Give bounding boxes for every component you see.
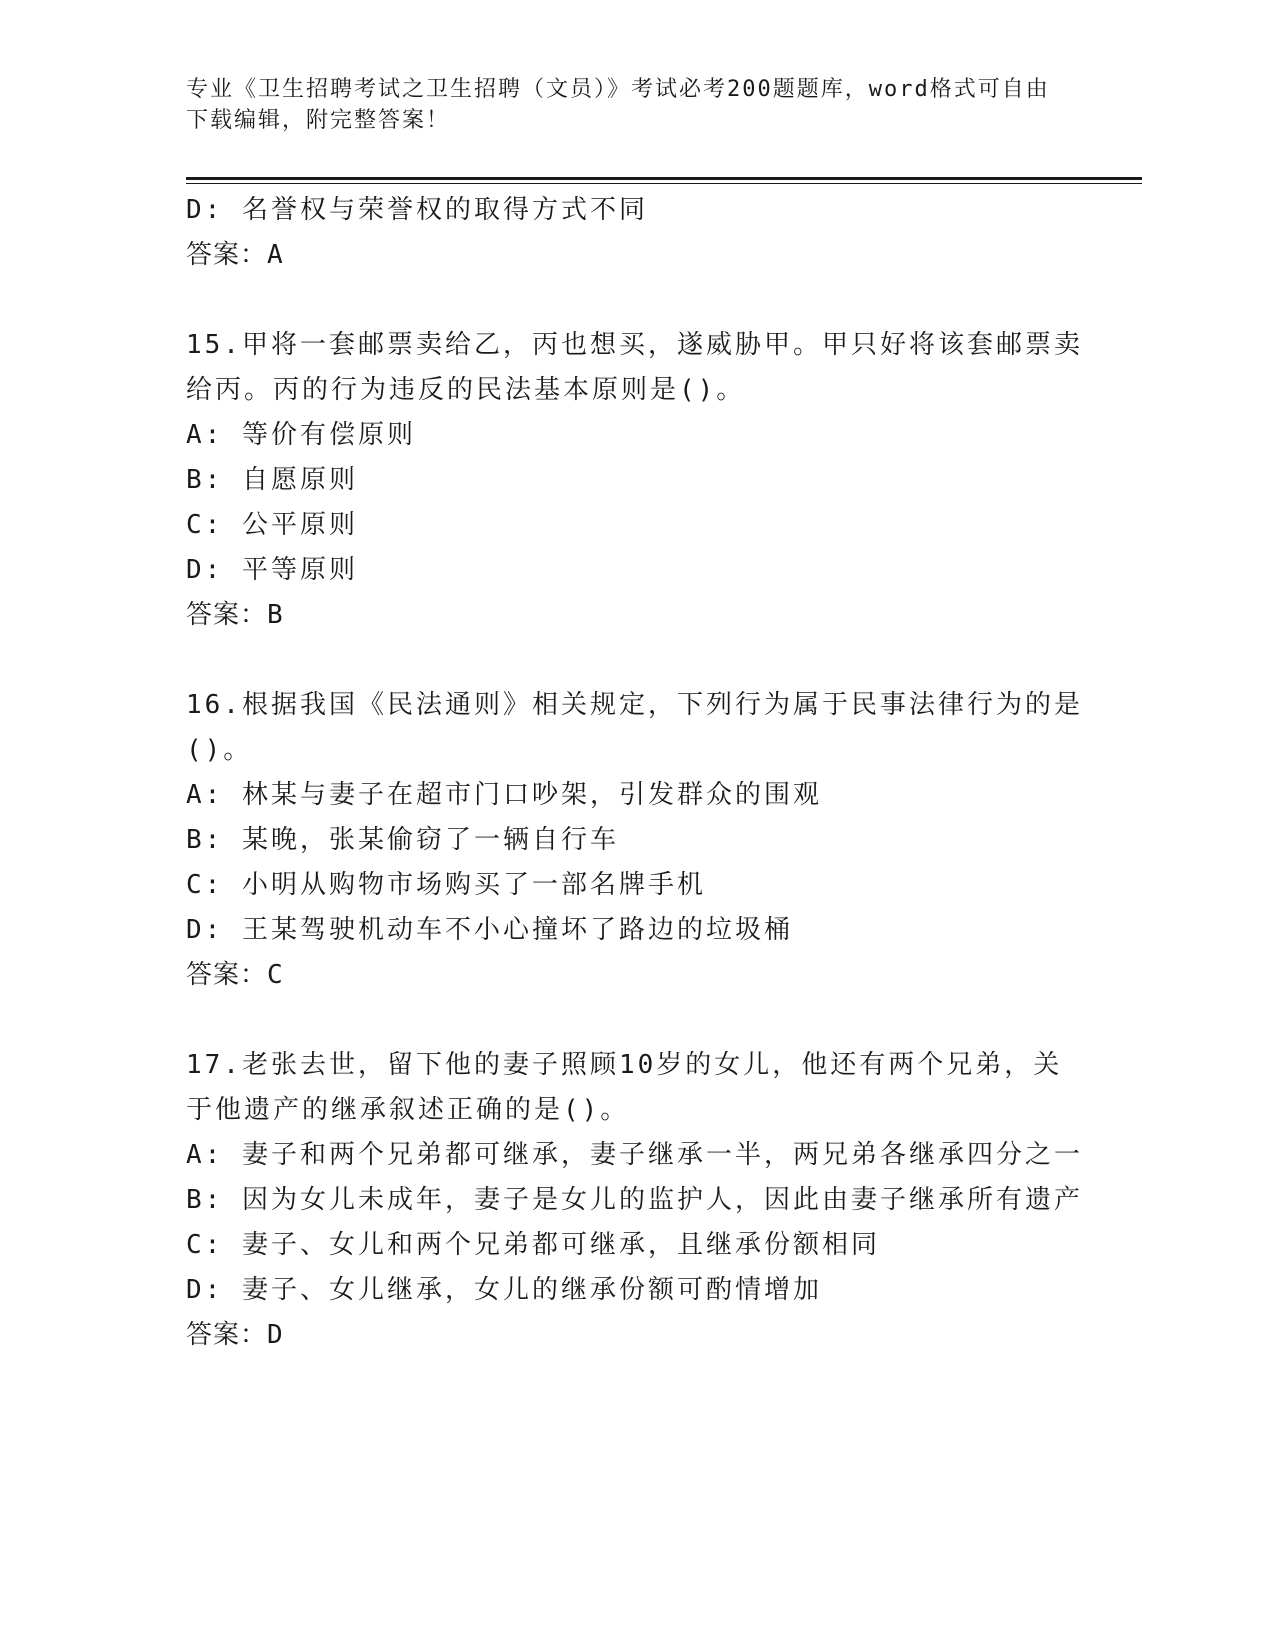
document-header: 专业《卫生招聘考试之卫生招聘（文员）》考试必考200题题库，word格式可自由下载编辑，附完整答案！ — [186, 77, 1050, 133]
prev-option-d: D: 名誉权与荣誉权的取得方式不同 — [186, 195, 648, 225]
prev-answer: 答案：A — [186, 240, 284, 270]
spacer — [186, 638, 1086, 683]
spacer — [186, 998, 1086, 1043]
question-17 — [186, 1043, 1086, 1358]
header-rule-thick — [186, 177, 1142, 180]
question-text: 17.老张去世，留下他的妻子照顾10岁的女儿，他还有两个兄弟，关于他遗产的继承叙述正确的是()。 — [186, 1050, 1063, 1125]
option-b: B: 因为女儿未成年，妻子是女儿的监护人，因此由妻子继承所有遗产 — [186, 1185, 1083, 1215]
question-content — [186, 188, 1086, 1358]
question-text: 16.根据我国《民法通则》相关规定，下列行为属于民事法律行为的是()。 — [186, 690, 1083, 765]
answer: 答案：B — [186, 600, 284, 630]
option-b: B: 某晚，张某偷窃了一辆自行车 — [186, 825, 619, 855]
option-a: A: 等价有偿原则 — [186, 420, 416, 450]
option-a: A: 妻子和两个兄弟都可继承，妻子继承一半，两兄弟各继承四分之一 — [186, 1140, 1083, 1170]
question-16 — [186, 683, 1086, 998]
option-d: D: 平等原则 — [186, 555, 358, 585]
question-text: 15.甲将一套邮票卖给乙，丙也想买，遂威胁甲。甲只好将该套邮票卖给丙。丙的行为违反的民法基本原则是()。 — [186, 330, 1083, 405]
option-c: C: 小明从购物市场购买了一部名牌手机 — [186, 870, 706, 900]
option-c: C: 公平原则 — [186, 510, 358, 540]
option-b: B: 自愿原则 — [186, 465, 358, 495]
answer: 答案：C — [186, 960, 284, 990]
option-a: A: 林某与妻子在超市门口吵架，引发群众的围观 — [186, 780, 822, 810]
option-c: C: 妻子、女儿和两个兄弟都可继承，且继承份额相同 — [186, 1230, 880, 1260]
option-d: D: 妻子、女儿继承，女儿的继承份额可酌情增加 — [186, 1275, 822, 1305]
answer: 答案：D — [186, 1320, 284, 1350]
spacer — [186, 278, 1086, 323]
question-15 — [186, 323, 1086, 638]
option-d: D: 王某驾驶机动车不小心撞坏了路边的垃圾桶 — [186, 915, 793, 945]
header-rule-thin — [186, 183, 1142, 184]
